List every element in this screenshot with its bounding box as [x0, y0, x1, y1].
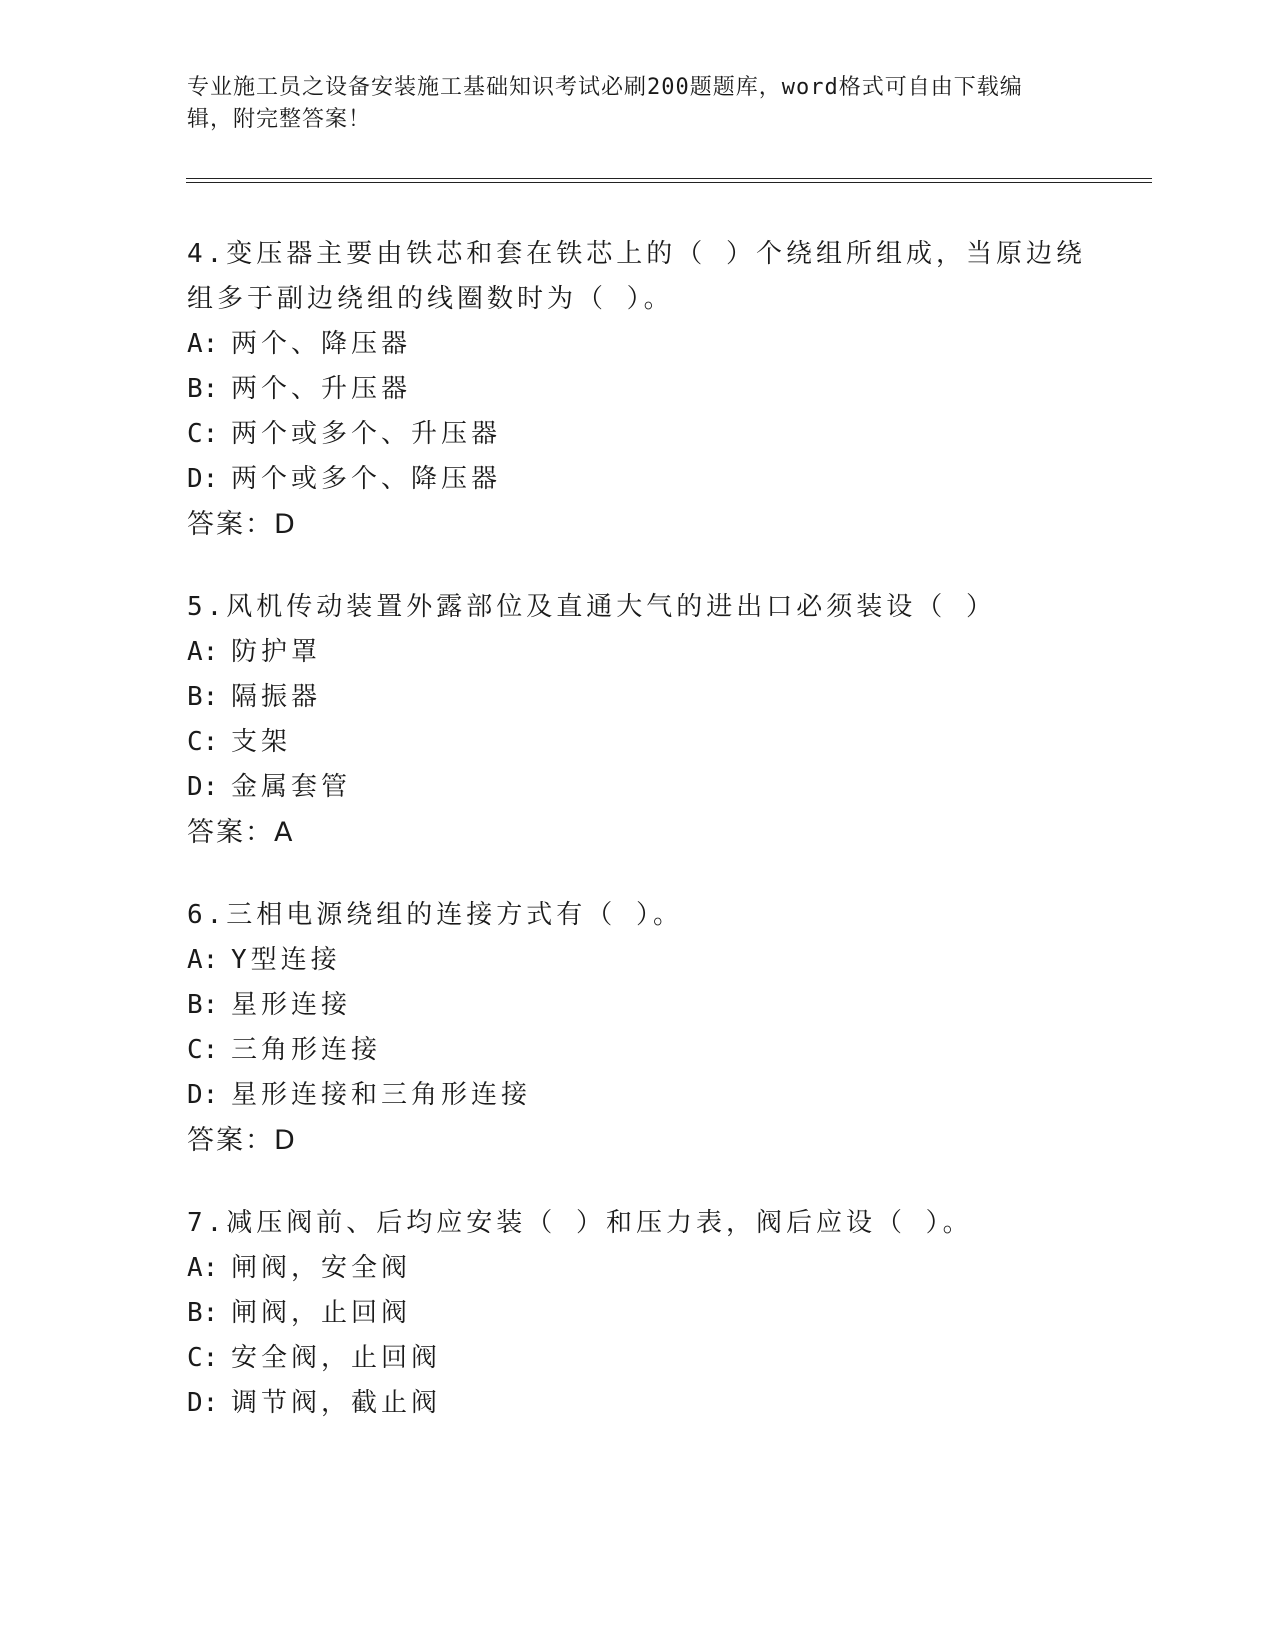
- option-letter: C:: [187, 1035, 219, 1065]
- option-text: 防护罩: [231, 637, 322, 667]
- option-text: 两个或多个、升压器: [231, 419, 502, 449]
- option-text: 安全阀，止回阀: [231, 1343, 442, 1373]
- question-text: 7.减压阀前、后均应安装（ ）和压力表，阀后应设（ ）。: [187, 1208, 973, 1238]
- option-d: [187, 765, 1087, 810]
- option-letter: B:: [187, 990, 219, 1020]
- option-d: [187, 457, 1087, 502]
- option-b: [187, 1291, 1087, 1336]
- option-letter: D:: [187, 1388, 219, 1418]
- option-text: 支架: [231, 727, 292, 757]
- option-letter: A:: [187, 1253, 219, 1283]
- option-c: [187, 1028, 1087, 1073]
- document-header: [187, 72, 1067, 136]
- option-letter: C:: [187, 419, 219, 449]
- option-text: 隔振器: [231, 682, 322, 712]
- option-a: [187, 630, 1087, 675]
- option-c: [187, 1336, 1087, 1381]
- option-letter: A:: [187, 329, 219, 359]
- option-letter: D:: [187, 1080, 219, 1110]
- option-letter: B:: [187, 682, 219, 712]
- option-text: 星形连接和三角形连接: [231, 1080, 532, 1110]
- question-text: 6.三相电源绕组的连接方式有（ ）。: [187, 900, 683, 930]
- option-text: Y型连接: [231, 945, 341, 975]
- option-a: [187, 322, 1087, 367]
- option-c: [187, 412, 1087, 457]
- option-text: 两个或多个、降压器: [231, 464, 502, 494]
- question-5: [187, 585, 1087, 855]
- question-text: 4.变压器主要由铁芯和套在铁芯上的（ ）个绕组所组成，当原边绕组多于副边绕组的线圈数时为（ ）。: [187, 239, 1086, 314]
- question-6: [187, 893, 1087, 1163]
- option-text: 闸阀，安全阀: [231, 1253, 412, 1283]
- option-letter: C:: [187, 727, 219, 757]
- option-b: [187, 675, 1087, 720]
- option-letter: C:: [187, 1343, 219, 1373]
- option-text: 两个、降压器: [231, 329, 412, 359]
- option-c: [187, 720, 1087, 765]
- option-text: 金属套管: [231, 772, 352, 802]
- option-b: [187, 983, 1087, 1028]
- option-a: [187, 1246, 1087, 1291]
- option-d: [187, 1073, 1087, 1118]
- option-text: 调节阀，截止阀: [231, 1388, 442, 1418]
- option-letter: A:: [187, 637, 219, 667]
- option-letter: B:: [187, 1298, 219, 1328]
- answer: 答案：A: [187, 817, 295, 848]
- question-text: 5.风机传动装置外露部位及直通大气的进出口必须装设（ ）: [187, 592, 996, 622]
- question-4: [187, 232, 1087, 547]
- option-d: [187, 1381, 1087, 1426]
- option-letter: D:: [187, 464, 219, 494]
- header-double-rule: [186, 178, 1152, 183]
- option-letter: D:: [187, 772, 219, 802]
- answer: 答案：D: [187, 509, 297, 540]
- option-b: [187, 367, 1087, 412]
- option-text: 星形连接: [231, 990, 352, 1020]
- option-text: 闸阀，止回阀: [231, 1298, 412, 1328]
- option-text: 两个、升压器: [231, 374, 412, 404]
- option-text: 三角形连接: [231, 1035, 382, 1065]
- option-letter: A:: [187, 945, 219, 975]
- question-list: [187, 232, 1087, 1464]
- answer: 答案：D: [187, 1125, 297, 1156]
- option-a: [187, 938, 1087, 983]
- header-title: 专业施工员之设备安装施工基础知识考试必刷200题题库，word格式可自由下载编辑，附完整答案！: [187, 75, 1023, 132]
- option-letter: B:: [187, 374, 219, 404]
- question-7: [187, 1201, 1087, 1426]
